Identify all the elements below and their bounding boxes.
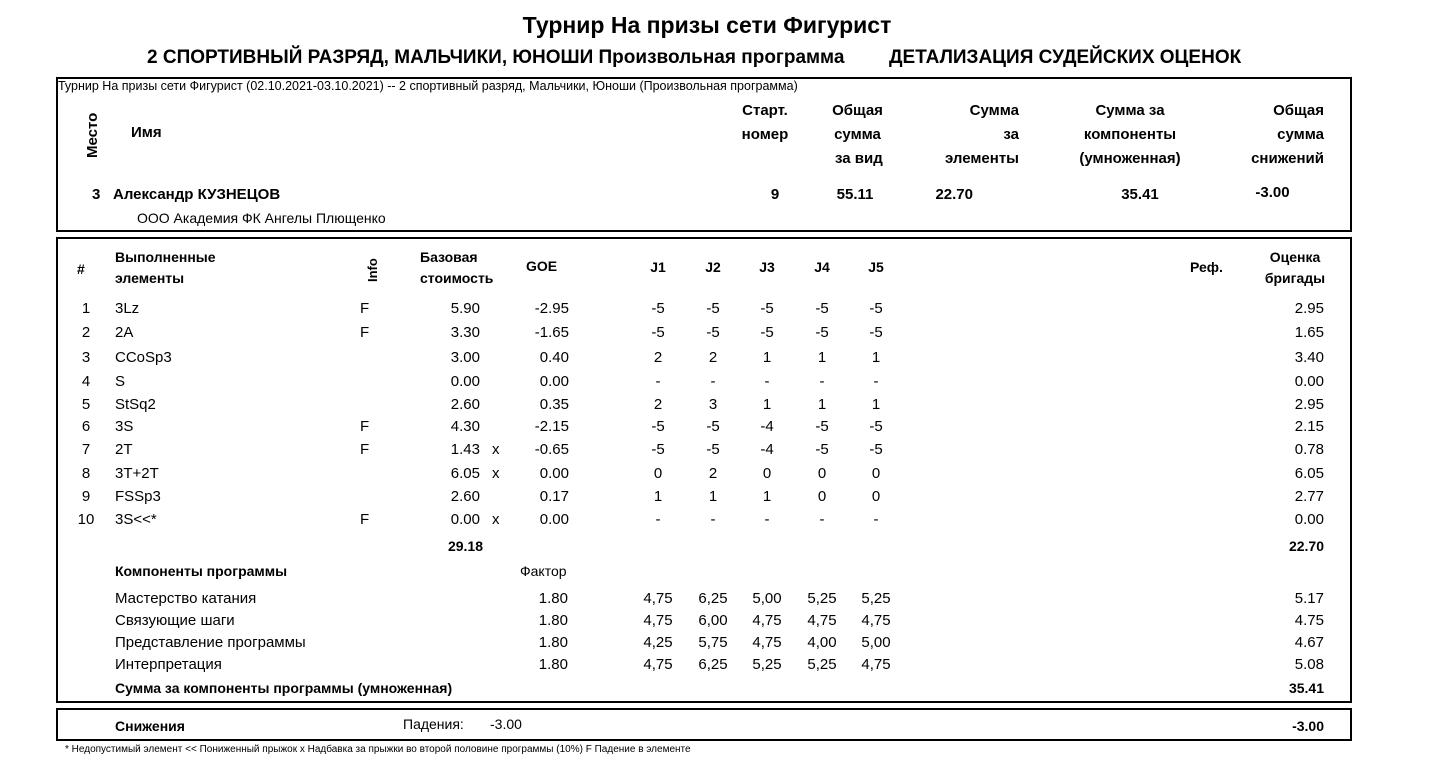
element-goe: 0.35 <box>539 396 569 413</box>
element-base-value: 4.30 <box>450 418 480 435</box>
col-goe-header: GOE <box>526 258 558 274</box>
element-judge-2-score: -5 <box>706 324 720 341</box>
header-deductions <box>1225 99 1324 171</box>
component-judge-1-score: 4,75 <box>643 612 673 629</box>
component-judge-3-score: 5,00 <box>752 590 782 607</box>
element-judge-4-score: 0 <box>817 488 827 505</box>
component-judge-2-score: 5,75 <box>698 634 728 651</box>
element-base-value: 1.43 <box>450 441 480 458</box>
element-panel-score: 2.15 <box>1294 418 1324 435</box>
element-judge-2-score: - <box>710 373 716 390</box>
element-base-value: 3.30 <box>450 324 480 341</box>
deductions-box <box>56 708 1352 741</box>
component-judge-4-score: 5,25 <box>807 656 837 673</box>
col-j5-header: J5 <box>868 259 884 275</box>
skater-total: 55.11 <box>836 186 874 203</box>
col-elements-header-line1: Выполненные <box>115 249 216 265</box>
element-judge-5-score: -5 <box>869 324 883 341</box>
element-judge-3-score: - <box>764 511 770 528</box>
element-judge-2-score: 3 <box>708 396 718 413</box>
element-judge-4-score: 0 <box>817 465 827 482</box>
component-judge-4-score: 5,25 <box>807 590 837 607</box>
component-judge-2-score: 6,25 <box>698 590 728 607</box>
header-place-label: Место <box>84 112 101 158</box>
falls-label: Падения: <box>403 716 464 732</box>
header-elements-line3: элементы <box>944 150 1019 167</box>
component-score: 4.75 <box>1294 612 1324 629</box>
category-subtitle: 2 СПОРТИВНЫЙ РАЗРЯД, МАЛЬЧИКИ, ЮНОШИ Произвольная программа <box>147 47 845 68</box>
element-info: F <box>360 441 370 458</box>
header-start-no-line2: номер <box>741 126 789 143</box>
header-deductions-line2: сумма <box>1277 126 1324 143</box>
element-goe: 0.00 <box>539 373 569 390</box>
element-number: 8 <box>81 465 91 482</box>
header-elements-line2: за <box>1003 126 1019 143</box>
element-judge-5-score: 1 <box>871 349 881 366</box>
header-total-line2: сумма <box>834 126 881 143</box>
element-bonus-mark: x <box>492 441 500 458</box>
header-total-line3: за вид <box>835 150 883 167</box>
element-judge-2-score: 2 <box>708 465 718 482</box>
col-panel-header-line2: бригады <box>1264 270 1326 286</box>
col-base-header-line1: Базовая <box>420 249 478 265</box>
element-base-value: 0.00 <box>450 511 480 528</box>
element-judge-5-score: - <box>873 373 879 390</box>
element-number: 2 <box>81 324 91 341</box>
element-judge-1-score: -5 <box>651 418 665 435</box>
col-num-header: # <box>77 261 85 277</box>
header-components-line1: Сумма за <box>1095 102 1165 119</box>
element-number: 10 <box>77 511 95 528</box>
header-start-no-line1: Старт. <box>742 102 788 119</box>
element-base-value: 5.90 <box>450 300 480 317</box>
col-j4-header: J4 <box>814 259 830 275</box>
element-judge-4-score: -5 <box>815 300 829 317</box>
footnote: * Недопустимый элемент << Пониженный прыжок x Надбавка за прыжки во второй половине программы (10%) F Падение в элементе <box>65 744 691 755</box>
element-goe: -0.65 <box>534 441 569 458</box>
element-judge-1-score: 1 <box>653 488 663 505</box>
element-base-value: 2.60 <box>450 396 480 413</box>
component-factor: 1.80 <box>538 612 568 629</box>
element-judge-1-score: -5 <box>651 300 665 317</box>
element-judge-2-score: - <box>710 511 716 528</box>
element-base-value: 6.05 <box>450 465 480 482</box>
element-info: F <box>360 324 370 341</box>
component-judge-4-score: 4,00 <box>807 634 837 651</box>
element-code: FSSp3 <box>115 488 161 505</box>
component-score: 4.67 <box>1294 634 1324 651</box>
element-panel-score: 6.05 <box>1294 465 1324 482</box>
component-name: Представление программы <box>115 634 306 651</box>
col-ref-header: Реф. <box>1190 259 1223 275</box>
header-components-line2: компоненты <box>1083 126 1177 143</box>
element-judge-1-score: 2 <box>653 349 663 366</box>
element-judge-5-score: -5 <box>869 300 883 317</box>
element-panel-score: 3.40 <box>1294 349 1324 366</box>
col-j2-header: J2 <box>705 259 721 275</box>
element-number: 7 <box>81 441 91 458</box>
header-total-line1: Общая <box>832 102 883 119</box>
col-base-header <box>420 247 493 289</box>
col-elements-header <box>115 247 216 289</box>
element-judge-3-score: -4 <box>760 441 774 458</box>
element-judge-2-score: 2 <box>708 349 718 366</box>
report-type-subtitle: ДЕТАЛИЗАЦИЯ СУДЕЙСКИХ ОЦЕНОК <box>889 47 1242 68</box>
skater-place: 3 <box>92 186 101 203</box>
components-total: 35.41 <box>1288 680 1324 696</box>
component-judge-1-score: 4,75 <box>643 590 673 607</box>
components-title: Компоненты программы <box>115 563 288 579</box>
component-judge-3-score: 4,75 <box>752 612 782 629</box>
element-bonus-mark: x <box>492 465 500 482</box>
element-judge-4-score: - <box>819 511 825 528</box>
col-elements-header-line2: элементы <box>115 270 185 286</box>
col-info-header-label: Info <box>365 258 380 282</box>
header-elements-line1: Сумма <box>969 102 1019 119</box>
component-judge-1-score: 4,75 <box>643 656 673 673</box>
element-judge-5-score: 0 <box>871 465 881 482</box>
component-score: 5.08 <box>1294 656 1324 673</box>
element-goe: 0.17 <box>539 488 569 505</box>
element-judge-2-score: -5 <box>706 300 720 317</box>
component-judge-2-score: 6,00 <box>698 612 728 629</box>
element-judge-4-score: 1 <box>817 349 827 366</box>
base-total: 29.18 <box>447 538 483 554</box>
col-panel-header <box>1250 247 1340 289</box>
skater-elements-score: 22.70 <box>935 186 973 203</box>
header-components-line3: (умноженная) <box>1079 150 1181 167</box>
element-code: 3S<<* <box>115 511 157 528</box>
component-judge-4-score: 4,75 <box>807 612 837 629</box>
element-code: CCoSp3 <box>115 349 172 366</box>
col-panel-header-line1: Оценка <box>1269 249 1321 265</box>
skater-components-score: 35.41 <box>1121 186 1159 203</box>
col-j3-header: J3 <box>759 259 775 275</box>
col-base-header-line2: стоимость <box>420 270 494 286</box>
elements-total: 22.70 <box>1288 538 1324 554</box>
deductions-label: Снижения <box>115 718 185 734</box>
element-base-value: 2.60 <box>450 488 480 505</box>
element-goe: -2.15 <box>534 418 569 435</box>
element-judge-3-score: - <box>764 373 770 390</box>
component-name: Мастерство катания <box>115 590 257 607</box>
element-panel-score: 2.95 <box>1294 300 1324 317</box>
component-judge-3-score: 4,75 <box>752 634 782 651</box>
element-judge-5-score: -5 <box>869 418 883 435</box>
col-info-header <box>362 250 386 286</box>
element-judge-5-score: - <box>873 511 879 528</box>
element-number: 5 <box>81 396 91 413</box>
element-panel-score: 1.65 <box>1294 324 1324 341</box>
component-judge-5-score: 4,75 <box>861 656 891 673</box>
element-goe: -1.65 <box>534 324 569 341</box>
element-panel-score: 2.77 <box>1294 488 1324 505</box>
skater-deductions: -3.00 <box>1255 184 1290 201</box>
element-code: 2A <box>115 324 134 341</box>
element-judge-3-score: 0 <box>762 465 772 482</box>
element-code: 3Lz <box>115 300 140 317</box>
skater-name: Александр КУЗНЕЦОВ <box>113 186 281 203</box>
element-number: 6 <box>81 418 91 435</box>
header-name: Имя <box>131 124 162 141</box>
element-bonus-mark: x <box>492 511 500 528</box>
element-code: 3T+2T <box>115 465 159 482</box>
element-goe: 0.00 <box>539 465 569 482</box>
element-judge-2-score: -5 <box>706 441 720 458</box>
element-judge-3-score: -5 <box>760 300 774 317</box>
element-judge-1-score: 0 <box>653 465 663 482</box>
component-judge-2-score: 6,25 <box>698 656 728 673</box>
element-judge-5-score: -5 <box>869 441 883 458</box>
factor-header: Фактор <box>520 563 567 579</box>
element-base-value: 0.00 <box>450 373 480 390</box>
element-judge-4-score: -5 <box>815 324 829 341</box>
element-judge-3-score: 1 <box>762 349 772 366</box>
component-judge-5-score: 5,00 <box>861 634 891 651</box>
element-judge-4-score: - <box>819 373 825 390</box>
header-components <box>1060 99 1200 171</box>
element-code: StSq2 <box>115 396 156 413</box>
col-j1-header: J1 <box>650 259 666 275</box>
element-judge-1-score: 2 <box>653 396 663 413</box>
component-factor: 1.80 <box>538 590 568 607</box>
element-number: 1 <box>81 300 91 317</box>
element-judge-2-score: -5 <box>706 418 720 435</box>
element-number: 3 <box>81 349 91 366</box>
element-code: 3S <box>115 418 134 435</box>
element-judge-3-score: -4 <box>760 418 774 435</box>
element-info: F <box>360 300 370 317</box>
element-judge-5-score: 0 <box>871 488 881 505</box>
skater-start-no: 9 <box>770 186 780 203</box>
element-judge-1-score: -5 <box>651 441 665 458</box>
component-name: Интерпретация <box>115 656 222 673</box>
element-judge-1-score: -5 <box>651 324 665 341</box>
component-judge-5-score: 4,75 <box>861 612 891 629</box>
header-total <box>815 99 900 171</box>
header-deductions-line1: Общая <box>1273 102 1324 119</box>
component-judge-1-score: 4,25 <box>643 634 673 651</box>
element-judge-3-score: 1 <box>762 488 772 505</box>
element-judge-3-score: -5 <box>760 324 774 341</box>
element-goe: 0.40 <box>539 349 569 366</box>
element-judge-1-score: - <box>655 373 661 390</box>
element-panel-score: 2.95 <box>1294 396 1324 413</box>
element-judge-2-score: 1 <box>708 488 718 505</box>
component-score: 5.17 <box>1294 590 1324 607</box>
element-panel-score: 0.78 <box>1294 441 1324 458</box>
element-judge-1-score: - <box>655 511 661 528</box>
element-judge-4-score: -5 <box>815 418 829 435</box>
element-code: 2T <box>115 441 133 458</box>
components-total-label: Сумма за компоненты программы (умноженная) <box>115 680 453 696</box>
header-start-no <box>720 99 810 147</box>
page-title: Турнир На призы сети Фигурист <box>522 12 892 38</box>
component-name: Связующие шаги <box>115 612 235 629</box>
header-place <box>74 113 124 163</box>
element-judge-3-score: 1 <box>762 396 772 413</box>
event-line: Турнир На призы сети Фигурист (02.10.2021-03.10.2021) -- 2 спортивный разряд, Мальчики, Юноши (Произвольная программа) <box>58 79 798 93</box>
element-judge-4-score: -5 <box>815 441 829 458</box>
element-judge-4-score: 1 <box>817 396 827 413</box>
component-factor: 1.80 <box>538 656 568 673</box>
falls-value: -3.00 <box>490 716 522 732</box>
element-number: 4 <box>81 373 91 390</box>
deductions-total: -3.00 <box>1292 718 1324 734</box>
element-goe: 0.00 <box>539 511 569 528</box>
element-number: 9 <box>81 488 91 505</box>
element-panel-score: 0.00 <box>1294 373 1324 390</box>
component-judge-3-score: 5,25 <box>752 656 782 673</box>
skater-club: ООО Академия ФК Ангелы Плющенко <box>137 210 386 226</box>
header-elements <box>915 99 1019 171</box>
element-code: S <box>115 373 126 390</box>
element-info: F <box>360 511 370 528</box>
element-panel-score: 0.00 <box>1294 511 1324 528</box>
element-info: F <box>360 418 370 435</box>
element-base-value: 3.00 <box>450 349 480 366</box>
component-factor: 1.80 <box>538 634 568 651</box>
component-judge-5-score: 5,25 <box>861 590 891 607</box>
element-judge-5-score: 1 <box>871 396 881 413</box>
element-goe: -2.95 <box>534 300 569 317</box>
header-deductions-line3: снижений <box>1251 150 1324 167</box>
